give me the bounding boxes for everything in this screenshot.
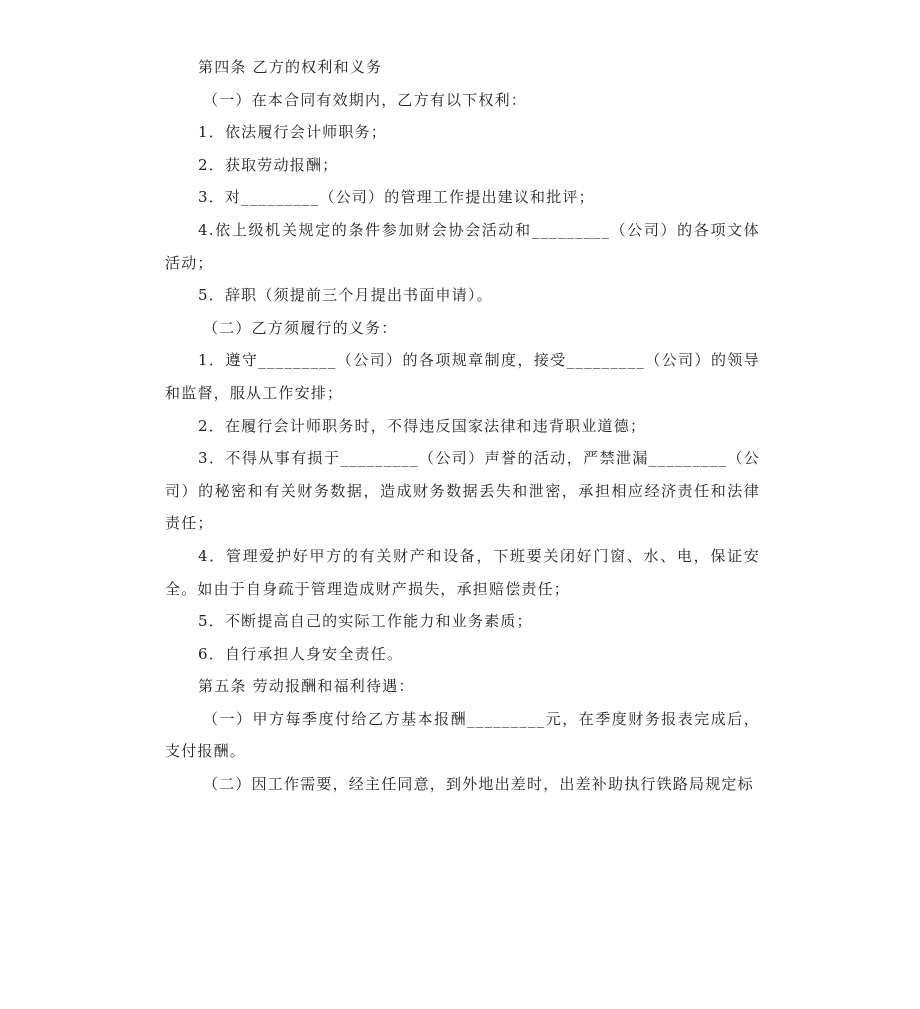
salary-clause-1: （一）甲方每季度付给乙方基本报酬_________元，在季度财务报表完成后，支付报酬。 <box>165 709 760 761</box>
duties-item-4: 4．管理爱护好甲方的有关财产和设备，下班要关闭好门窗、水、电，保证安全。如由于自身疏于管理造成财产损失，承担赔偿责任； <box>165 546 760 598</box>
article-5-heading: 第五条 劳动报酬和福利待遇： <box>198 677 415 696</box>
duties-item-1: 1．遵守_________（公司）的各项规章制度，接受_________（公司）的领导和监督，服从工作安排； <box>165 351 760 402</box>
rights-item-1: 1．依法履行会计师职务； <box>198 123 387 142</box>
rights-item-4: 4.依上级机关规定的条件参加财会协会活动和_________（公司）的各项文体活动； <box>165 220 760 272</box>
section-rights-heading: （一）在本合同有效期内，乙方有以下权利： <box>203 90 528 109</box>
article-4-heading: 第四条 乙方的权利和义务 <box>198 58 383 76</box>
document-body <box>165 51 760 801</box>
rights-item-2: 2．获取劳动报酬； <box>198 155 339 174</box>
duties-item-2: 2．在履行会计师职务时，不得违反国家法律和违背职业道德； <box>198 416 647 435</box>
rights-item-3: 3．对_________（公司）的管理工作提出建议和批评； <box>198 188 595 207</box>
salary-clause-2: （二）因工作需要，经主任同意，到外地出差时，出差补助执行铁路局规定标 <box>203 775 754 794</box>
section-duties-heading: （二）乙方须履行的义务： <box>203 318 398 337</box>
duties-item-3: 3．不得从事有损于_________（公司）声誉的活动，严禁泄漏_________（公司）的秘密和有关财务数据，造成财务数据丢失和泄密，承担相应经济责任和法律责任； <box>165 449 760 533</box>
duties-item-6: 6．自行承担人身安全责任。 <box>198 644 404 663</box>
rights-item-5: 5．辞职（须提前三个月提出书面申请）。 <box>198 286 493 305</box>
duties-item-5: 5．不断提高自己的实际工作能力和业务素质； <box>198 612 533 631</box>
